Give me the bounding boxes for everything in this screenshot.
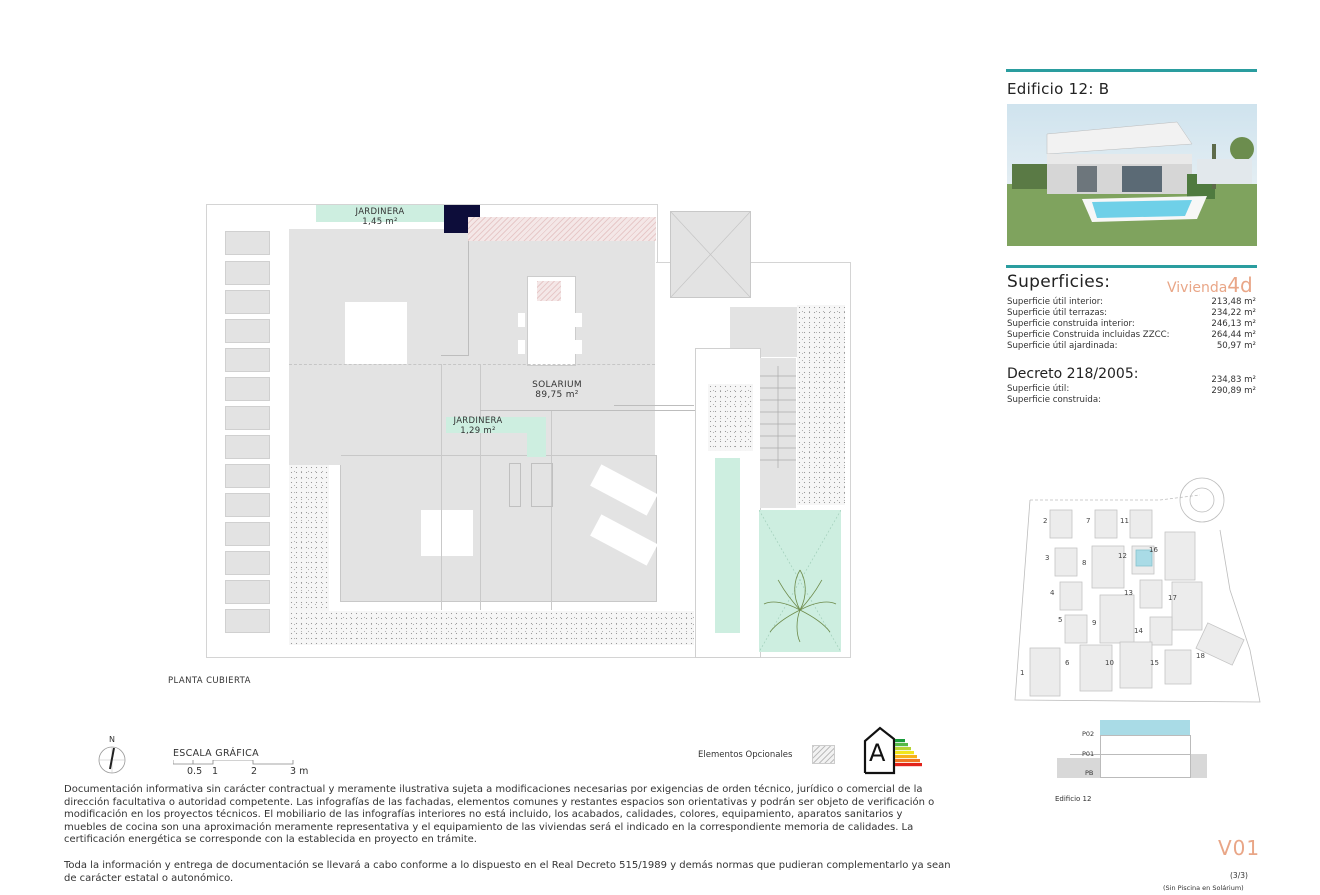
surfaces-rule bbox=[1006, 265, 1257, 268]
unit-type-code: 4d bbox=[1227, 273, 1253, 297]
scale-tick: 0.5 bbox=[187, 766, 203, 777]
decree-labels bbox=[1007, 384, 1101, 406]
version-code: V01 bbox=[1218, 836, 1261, 860]
inner-wall bbox=[614, 405, 694, 406]
palm-garden bbox=[759, 510, 841, 652]
svg-text:11: 11 bbox=[1120, 517, 1129, 525]
decree-label: Superficie útil: bbox=[1007, 384, 1070, 394]
building-box bbox=[1100, 735, 1191, 778]
level-p01: P01 bbox=[1082, 750, 1095, 758]
skylight-2 bbox=[421, 510, 473, 556]
stair-rail bbox=[509, 463, 521, 507]
stairs bbox=[760, 358, 796, 508]
compass-icon bbox=[97, 745, 127, 775]
scale-tick: 2 bbox=[251, 766, 258, 777]
svg-text:13: 13 bbox=[1124, 589, 1133, 597]
building-title: Edificio 12: B bbox=[1007, 80, 1110, 98]
north-label: N bbox=[109, 735, 115, 744]
svg-text:17: 17 bbox=[1168, 594, 1177, 602]
gravel-bottom bbox=[289, 611, 694, 645]
inner-wall bbox=[441, 364, 442, 610]
optional-elements-swatch bbox=[812, 745, 835, 764]
unit-type bbox=[1167, 273, 1253, 297]
svg-text:14: 14 bbox=[1134, 627, 1143, 635]
surface-row: Superficie útil ajardinada: 50,97 m² bbox=[1007, 341, 1256, 351]
disclaimer-paragraph-2: Toda la información y entrega de documentación se llevará a cabo conforme a lo dispuesto en el Real Decreto 515/1989 y demás normas que pudieran complementarlo ya sean de carácter estatal o autonómico. bbox=[64, 860, 951, 884]
exterior-render-image bbox=[1007, 104, 1257, 246]
surface-row: Superficie útil interior: 213,48 m² bbox=[1007, 297, 1256, 307]
svg-text:18: 18 bbox=[1196, 652, 1205, 660]
version-note: (Sin Piscina en Solárium) bbox=[1163, 884, 1244, 892]
svg-text:1: 1 bbox=[1020, 669, 1025, 677]
svg-text:16: 16 bbox=[1149, 546, 1158, 554]
inner-wall bbox=[468, 241, 469, 355]
top-rule bbox=[1006, 69, 1257, 72]
inner-wall bbox=[551, 410, 552, 610]
disclaimer-paragraph-1: Documentación informativa sin carácter contractual y meramente ilustrativa sujeta a modificaciones necesarias por exigencias de orden técnico, jurídico o comercial de la dirección facultativa o autoridad competente. Las infografías de las fachadas, elementos comunes y restantes espacios son orientativas y podrán ser objeto de verificación o modificación en los proyectos técnicos. El mobiliario de las infografías interiores no está incluido, los acabados, calidades, colores, equipamiento, aparatos sanitarios y muebles de cocina son una aproximación meramente representativa y el equipamiento de las viviendas será el indicado en la correspondiente memoria de calidades. La certificación energética se corresponde con la establecida en proyecto en trámite. bbox=[64, 784, 935, 845]
stair-rail bbox=[531, 463, 553, 507]
svg-text:2: 2 bbox=[1043, 517, 1048, 525]
unit-type-label: Vivienda bbox=[1167, 280, 1228, 296]
optional-bbq bbox=[537, 281, 561, 301]
inner-wall bbox=[289, 364, 655, 365]
solarium-label: SOLARIUM 89,75 m² bbox=[532, 380, 582, 400]
scale-title: ESCALA GRÁFICA bbox=[173, 748, 259, 759]
gravel-right bbox=[797, 305, 845, 505]
level-pb: PB bbox=[1085, 769, 1094, 777]
level-p02: P02 bbox=[1082, 730, 1095, 738]
north-arrow bbox=[95, 735, 129, 775]
section-caption: Edificio 12 bbox=[1055, 795, 1092, 803]
inner-wall bbox=[480, 364, 481, 610]
chair bbox=[575, 340, 582, 354]
svg-text:9: 9 bbox=[1092, 619, 1097, 627]
svg-text:6: 6 bbox=[1065, 659, 1070, 667]
svg-text:3: 3 bbox=[1045, 554, 1050, 562]
inner-wall bbox=[441, 355, 469, 356]
surfaces-table bbox=[1007, 297, 1256, 352]
energy-rating-letter: A bbox=[869, 739, 886, 767]
gravel-column bbox=[708, 384, 753, 451]
solarium-left-strip bbox=[289, 455, 341, 465]
svg-text:8: 8 bbox=[1082, 559, 1087, 567]
decree-value: 234,83 m² bbox=[1211, 375, 1256, 385]
section-diagram bbox=[1045, 718, 1245, 783]
svg-text:4: 4 bbox=[1050, 589, 1055, 597]
svg-text:10: 10 bbox=[1105, 659, 1114, 667]
p02-highlight bbox=[1100, 720, 1190, 735]
decree-values bbox=[1170, 375, 1256, 397]
planter-2-label: JARDINERA 1,29 m² bbox=[453, 416, 503, 436]
decree-label: Superficie construida: bbox=[1007, 395, 1101, 405]
surfaces-title: Superficies: bbox=[1007, 272, 1111, 292]
scale-tick: 3 m bbox=[290, 766, 309, 777]
svg-text:7: 7 bbox=[1086, 517, 1091, 525]
decree-title: Decreto 218/2005: bbox=[1007, 366, 1139, 382]
plan-title: PLANTA CUBIERTA bbox=[168, 676, 251, 686]
scale-tick: 1 bbox=[212, 766, 219, 777]
surface-row: Superficie útil terrazas: 234,22 m² bbox=[1007, 308, 1256, 318]
svg-text:5: 5 bbox=[1058, 616, 1063, 624]
chair bbox=[518, 313, 525, 327]
surface-row: Superficie Construida incluidas ZZCC: 264,44 m² bbox=[1007, 330, 1256, 340]
svg-text:15: 15 bbox=[1150, 659, 1159, 667]
planter-1-label: JARDINERA 1,45 m² bbox=[355, 207, 405, 227]
planter-2-leg bbox=[527, 417, 546, 457]
svg-text:12: 12 bbox=[1118, 552, 1127, 560]
inner-wall bbox=[480, 410, 695, 411]
skylight-1 bbox=[345, 302, 407, 364]
site-plan-map bbox=[1010, 470, 1270, 710]
chair bbox=[575, 313, 582, 327]
decree-value: 290,89 m² bbox=[1211, 386, 1256, 396]
optional-kitchen-strip bbox=[468, 217, 656, 241]
energy-rating-icon bbox=[862, 725, 922, 775]
roof-hatch bbox=[670, 211, 751, 298]
optional-elements-label: Elementos Opcionales bbox=[698, 750, 793, 760]
chair bbox=[518, 340, 525, 354]
page-indicator: (3/3) bbox=[1230, 871, 1248, 880]
planter-narrow bbox=[715, 458, 740, 633]
surface-row: Superficie construida interior: 246,13 m² bbox=[1007, 319, 1256, 329]
